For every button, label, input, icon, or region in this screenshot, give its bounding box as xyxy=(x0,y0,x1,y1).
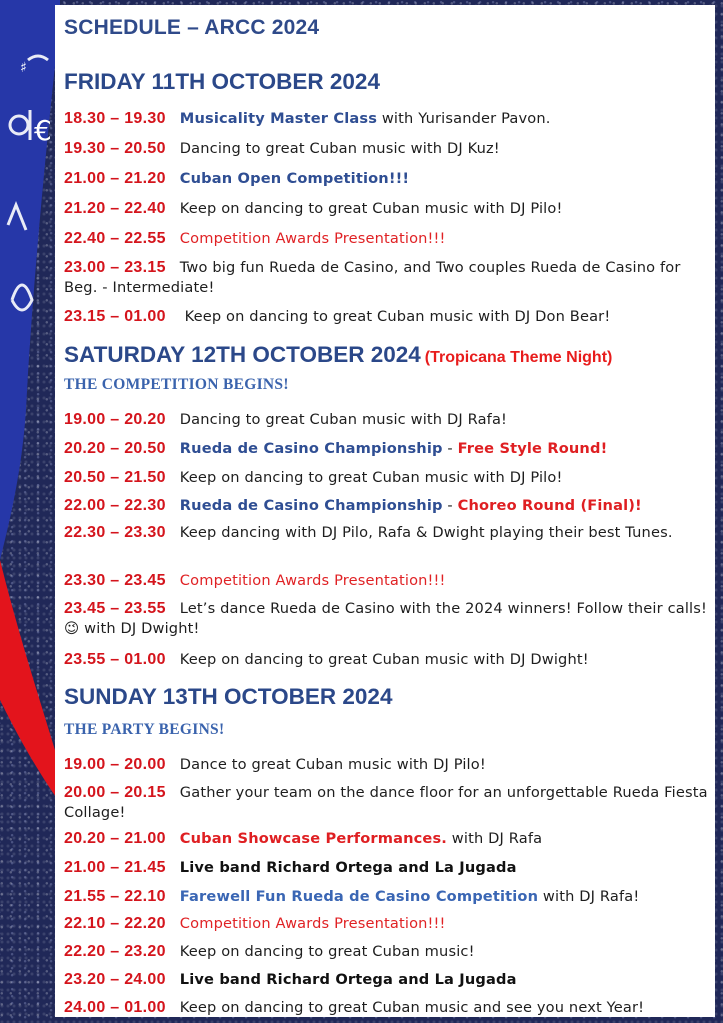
schedule-row xyxy=(64,169,709,189)
time-slot: 20.50 – 21.50 xyxy=(64,469,166,486)
event-description xyxy=(180,999,644,1016)
time-slot: 19.00 – 20.20 xyxy=(64,411,166,428)
event-text: Keep on dancing to great Cuban music! xyxy=(179,943,475,960)
saturday-heading xyxy=(64,342,612,368)
event-text: - xyxy=(442,497,458,514)
schedule-row xyxy=(64,571,709,591)
event-description xyxy=(180,140,500,157)
event-text: Rueda de Casino Championship xyxy=(179,497,443,514)
schedule-row xyxy=(64,858,709,878)
event-text: Keep on dancing to great Cuban music with DJ Dwight! xyxy=(179,651,589,668)
event-description xyxy=(180,411,507,428)
time-slot: 21.00 – 21.20 xyxy=(64,170,166,187)
time-slot: 22.10 – 22.20 xyxy=(64,915,166,932)
time-slot: 19.30 – 20.50 xyxy=(64,140,166,157)
event-text: Live band Richard Ortega and La Jugada xyxy=(179,971,517,988)
schedule-row xyxy=(64,496,709,516)
event-text: Keep dancing with DJ Pilo, Rafa & Dwight playing their best Tunes. xyxy=(179,524,673,541)
event-description xyxy=(180,651,589,668)
event-description xyxy=(180,524,673,541)
time-slot: 23.20 – 24.00 xyxy=(64,971,166,988)
time-slot: 20.20 – 21.00 xyxy=(64,830,166,847)
event-text: Dancing to great Cuban music with DJ Kuz! xyxy=(179,140,500,157)
event-text: with DJ Rafa xyxy=(447,830,543,847)
event-description xyxy=(180,440,608,457)
schedule-row xyxy=(64,887,709,907)
event-description xyxy=(180,230,446,247)
schedule-row xyxy=(64,139,709,159)
time-slot: 18.30 – 19.30 xyxy=(64,110,166,127)
event-description xyxy=(180,756,486,773)
schedule-row xyxy=(64,109,709,129)
schedule-row xyxy=(64,523,709,543)
event-description xyxy=(180,830,542,847)
event-description xyxy=(180,971,517,988)
theme-night-label: (Tropicana Theme Night) xyxy=(424,349,613,366)
time-slot: 20.00 – 20.15 xyxy=(64,784,166,801)
event-text: Cuban Showcase Performances. xyxy=(179,830,448,847)
event-text: Competition Awards Presentation!!! xyxy=(179,915,446,932)
time-slot: 21.55 – 22.10 xyxy=(64,888,166,905)
friday-heading: FRIDAY 11TH OCTOBER 2024 xyxy=(64,69,380,94)
schedule-row xyxy=(64,914,709,934)
event-text: Rueda de Casino Championship xyxy=(179,440,443,457)
event-text: Keep on dancing to great Cuban music with DJ Don Bear! xyxy=(179,308,611,325)
event-text: Choreo Round (Final)! xyxy=(457,497,642,514)
event-text: Competition Awards Presentation!!! xyxy=(179,572,446,589)
schedule-row xyxy=(64,468,709,488)
schedule-row xyxy=(64,783,709,823)
event-text: Free Style Round! xyxy=(457,440,608,457)
competition-subheading: THE COMPETITION BEGINS! xyxy=(64,376,289,393)
event-description xyxy=(180,497,642,514)
time-slot: 23.15 – 01.00 xyxy=(64,308,166,325)
event-description xyxy=(180,888,640,905)
event-text: Dance to great Cuban music with DJ Pilo! xyxy=(179,756,486,773)
event-text: Farewell Fun Rueda de Casino Competition xyxy=(179,888,539,905)
schedule-row xyxy=(64,258,709,298)
time-slot: 23.45 – 23.55 xyxy=(64,600,166,617)
event-description xyxy=(180,915,446,932)
event-text: Live band Richard Ortega and La Jugada xyxy=(179,859,517,876)
schedule-row xyxy=(64,439,709,459)
time-slot: 24.00 – 01.00 xyxy=(64,999,166,1016)
event-description xyxy=(180,572,446,589)
time-slot: 21.00 – 21.45 xyxy=(64,859,166,876)
schedule-row xyxy=(64,307,709,327)
time-slot: 21.20 – 22.40 xyxy=(64,200,166,217)
event-description xyxy=(180,110,551,127)
event-text: Dancing to great Cuban music with DJ Rafa! xyxy=(179,411,508,428)
event-text: with DJ Rafa! xyxy=(538,888,640,905)
sunday-heading: SUNDAY 13TH OCTOBER 2024 xyxy=(64,684,393,709)
time-slot: 20.20 – 20.50 xyxy=(64,440,166,457)
schedule-row xyxy=(64,229,709,249)
time-slot: 22.20 – 23.20 xyxy=(64,943,166,960)
time-slot: 23.55 – 01.00 xyxy=(64,651,166,668)
time-slot: 22.00 – 22.30 xyxy=(64,497,166,514)
time-slot: 23.00 – 23.15 xyxy=(64,259,166,276)
schedule-row xyxy=(64,970,709,990)
event-text: Keep on dancing to great Cuban music with DJ Pilo! xyxy=(179,200,563,217)
schedule-row xyxy=(64,599,709,639)
party-subheading: THE PARTY BEGINS! xyxy=(64,721,225,738)
time-slot: 22.30 – 23.30 xyxy=(64,524,166,541)
schedule-row xyxy=(64,199,709,219)
event-text: Two big fun Rueda de Casino, and Two couples Rueda de Casino for Beg. - Intermediate! xyxy=(64,259,681,296)
schedule-row xyxy=(64,829,709,849)
event-text: Cuban Open Competition!!! xyxy=(179,170,410,187)
event-description xyxy=(180,200,563,217)
time-slot: 22.40 – 22.55 xyxy=(64,230,166,247)
schedule-row xyxy=(64,755,709,775)
event-description xyxy=(180,859,517,876)
schedule-sheet xyxy=(55,5,715,1017)
event-text: Competition Awards Presentation!!! xyxy=(179,230,446,247)
schedule-row xyxy=(64,942,709,962)
event-text: - xyxy=(442,440,458,457)
event-description xyxy=(180,308,611,325)
event-text: Musicality Master Class xyxy=(179,110,378,127)
event-text: Keep on dancing to great Cuban music with DJ Pilo! xyxy=(179,469,563,486)
time-slot: 19.00 – 20.00 xyxy=(64,756,166,773)
svg-text:♯: ♯ xyxy=(20,60,27,76)
page-title: SCHEDULE – ARCC 2024 xyxy=(64,16,320,39)
time-slot: 23.30 – 23.45 xyxy=(64,572,166,589)
event-text: Let’s dance Rueda de Casino with the 2024 winners! Follow their calls! 😉 with DJ Dwight! xyxy=(64,600,707,637)
schedule-row xyxy=(64,410,709,430)
svg-text:€: € xyxy=(34,114,52,147)
saturday-heading-text: SATURDAY 12TH OCTOBER 2024 xyxy=(64,342,421,367)
event-description xyxy=(180,469,563,486)
event-description xyxy=(180,943,475,960)
event-description xyxy=(180,170,409,187)
event-text: Keep on dancing to great Cuban music and see you next Year! xyxy=(179,999,645,1016)
event-text: with Yurisander Pavon. xyxy=(377,110,551,127)
schedule-row xyxy=(64,998,709,1018)
event-text: Gather your team on the dance floor for an unforgettable Rueda Fiesta Collage! xyxy=(64,784,708,821)
schedule-row xyxy=(64,650,709,670)
